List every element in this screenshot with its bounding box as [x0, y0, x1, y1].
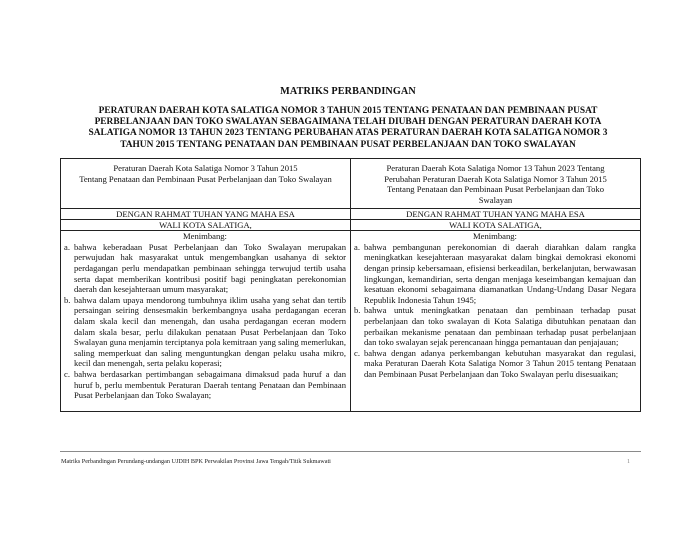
item-marker: a. [354, 241, 360, 252]
list-item [354, 348, 636, 380]
left-official: WALI KOTA SALATIGA, [61, 220, 351, 231]
subtitle-line: PERBELANJAAN DAN TOKO SWALAYAN SEBAGAIMANA TELAH DIUBAH DENGAN PERATURAN DAERAH KOTA [94, 117, 602, 128]
document-subtitle [52, 106, 644, 151]
table-header-row [61, 159, 641, 209]
table-row-official [61, 220, 641, 231]
header-line: Tentang Penataan dan Pembinaan Pusat Perbelanjaan dan Toko [387, 184, 604, 195]
item-text: bahwa keberadaan Pusat Perbelanjaan dan Toko Swalayan merupakan perwujudan hak masyarakat untuk mengembangkan usahanya di sektor perdagangan perlu mendapatkan pembinaan sehingga terwujud tertib usaha serta dapat memberikan kontribusi positif bagi peningkatan perekonomian daerah dan kesejahteraan umum masyarakat; [74, 241, 346, 295]
left-blessing: DENGAN RAHMAT TUHAN YANG MAHA ESA [61, 209, 351, 220]
header-line: Peraturan Daerah Kota Salatiga Nomor 3 Tahun 2015 [113, 163, 298, 173]
list-item [64, 242, 346, 295]
right-official: WALI KOTA SALATIGA, [351, 220, 641, 231]
list-item [354, 242, 636, 306]
subtitle-line: SALATIGA NOMOR 13 TAHUN 2023 TENTANG PERUBAHAN ATAS PERATURAN DAERAH KOTA SALATIGA NOMOR 3 [88, 128, 608, 139]
subtitle-line: TAHUN 2015 TENTANG PENATAAN DAN PEMBINAAN PUSAT PERBELANJAAN DAN TOKO SWALAYAN [120, 139, 576, 150]
item-text: bahwa dengan adanya perkembangan kebutuhan masyarakat dan regulasi, maka Peraturan Daerah Kota Salatiga Nomor 3 Tahun 2015 tentang Penataan dan Pembinaan Pusat Perbelanjaan dan Toko Swalayan perlu disesuaikan; [364, 347, 636, 379]
subtitle-line: PERATURAN DAERAH KOTA SALATIGA NOMOR 3 TAHUN 2015 TENTANG PENATAAN DAN PEMBINAAN PUSAT [98, 106, 598, 116]
footer-text: Matriks Perbandingan Perundang-undangan UJDIH BPK Perwakilan Provinsi Jawa Tengah/Titik Sukmawati [61, 458, 331, 465]
item-text: bahwa dalam upaya mendorong tumbuhnya iklim usaha yang sehat dan tertib persaingan seiring densesmakin berkembangnya usaha perdagangan eceran dalam skala kecil dan menengah, dan usaha perdagangan eceran modern dalam skala besar, perlu dilakukan penataan Pusat Perbelanjaan dan Toko Swalayan guna menjamin terciptanya pola kemitraan yang saling memerlukan, saling memperkuat dan saling menguntungkan dengan pelaku usaha mikro, kecil dan menengah, serta pelaku koperasi; [74, 294, 346, 369]
header-line: Perubahan Peraturan Daerah Kota Salatiga Nomor 3 Tahun 2015 [384, 173, 607, 184]
item-marker: c. [64, 368, 70, 379]
table-row-considerations [61, 231, 641, 411]
item-text: bahwa pembangunan perekonomian di daerah diarahkan dalam rangka meningkatkan kesejahteraan masyarakat dalam bingkai demokrasi ekonomi dengan prinsip kebersamaan, efisiensi berkeadilan, berkelanjutan, berwawasan lingkungan, kemandirian, serta dengan menjaga keseimbangan kemajuan dan kesatuan ekonomi sebagaimana diamanatkan Undang-Undang Dasar Negara Republik Indonesia Tahun 1945; [364, 241, 636, 305]
right-considerations [351, 231, 641, 411]
document-title: MATRIKS PERBANDINGAN [280, 86, 416, 97]
comparison-table [60, 158, 641, 412]
item-text: bahwa berdasarkan pertimbangan sebagaimana dimaksud pada huruf a dan huruf b, perlu membentuk Peraturan Daerah tentang Penataan dan Pembinaan Pusat Perbelanjaan dan Toko Swalayan; [74, 368, 346, 401]
header-line: Peraturan Daerah Kota Salatiga Nomor 13 Tahun 2023 Tentang [386, 163, 605, 173]
left-considerations [61, 231, 351, 411]
right-column-header [351, 159, 641, 209]
considering-label: Menimbang: [183, 231, 227, 242]
considering-label: Menimbang: [473, 231, 517, 242]
header-line: Tentang Penataan dan Pembinaan Pusat Perbelanjaan dan Toko Swalayan [79, 173, 332, 184]
item-marker: b. [64, 294, 71, 305]
list-item [64, 369, 346, 401]
item-marker: b. [354, 305, 361, 316]
header-line: Swalayan [478, 194, 513, 205]
table-row-blessing [61, 209, 641, 220]
left-column-header [61, 159, 351, 209]
footer-divider [60, 451, 641, 452]
item-text: bahwa untuk meningkatkan penataan dan pembinaan terhadap pusat perbelanjaan dan toko swalayan di Kota Salatiga dibutuhkan penataan dan perbaikan mekanisme penataan dan pembinaan terhadap pusat perbelanjaan dan toko swalayan sejak perencanaan hingga pemantauan dan penjajauan; [364, 305, 636, 348]
list-item [354, 305, 636, 347]
right-blessing: DENGAN RAHMAT TUHAN YANG MAHA ESA [351, 209, 641, 220]
list-item [64, 295, 346, 369]
page-number: 1 [627, 458, 631, 465]
item-marker: a. [64, 241, 70, 252]
item-marker: c. [354, 347, 360, 358]
